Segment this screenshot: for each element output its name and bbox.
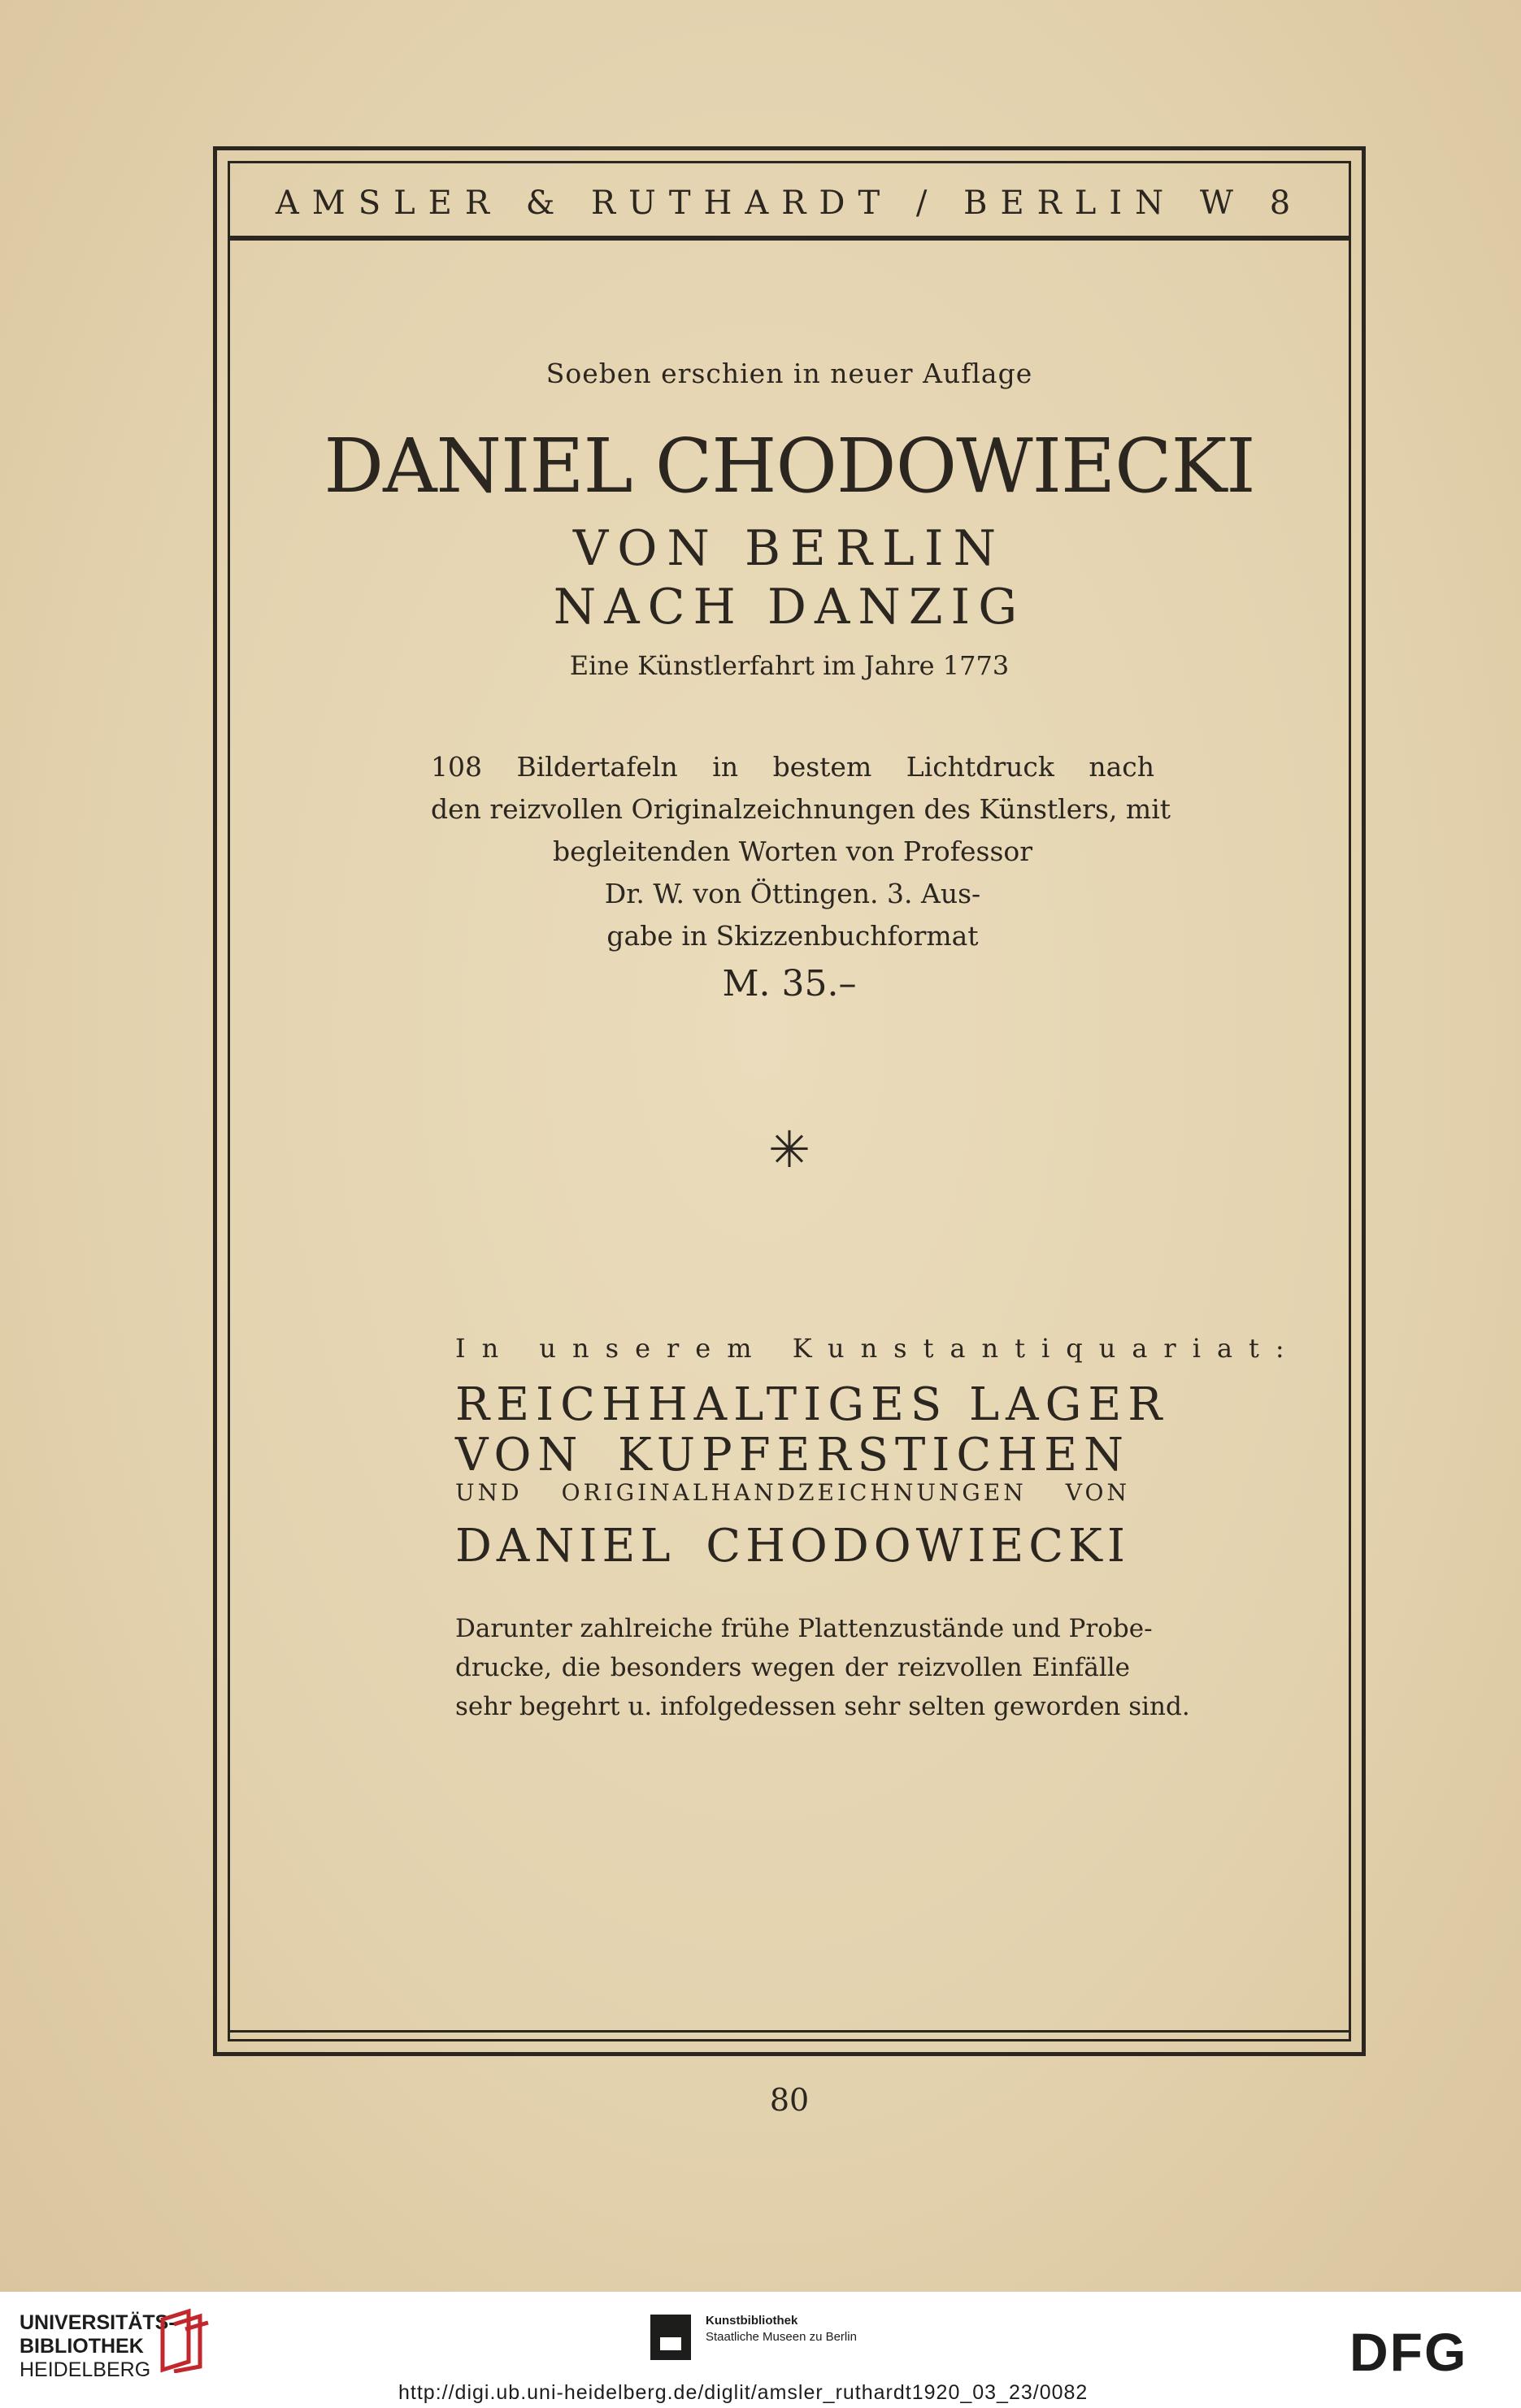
kb-line2: Staatliche Museen zu Berlin	[706, 2330, 857, 2344]
ub-heidelberg-logo	[20, 2311, 176, 2382]
ad2-paragraph-line: Darunter zahlreiche frühe Plattenzustände und Probe-	[455, 1614, 1153, 1643]
header-rule	[228, 236, 1351, 241]
ad2-line4: DANIEL CHODOWIECKI	[455, 1520, 1130, 1573]
ad1-price: M. 35.–	[722, 963, 857, 1004]
kunstbibliothek-logo-icon	[650, 2315, 691, 2360]
ad1-description-line: 108 Bildertafeln in bestem Lichtdruck nach	[431, 751, 1154, 783]
ub-logo-line3: HEIDELBERG	[20, 2358, 151, 2381]
ad2-paragraph-line: drucke, die besonders wegen der reizvollen Einfälle	[455, 1653, 1130, 1682]
ad1-subtitle-line2: NACH DANZIG	[553, 579, 1026, 636]
ad1-intro: Soeben erschien in neuer Auflage	[545, 358, 1033, 389]
ub-book-icon	[156, 2308, 213, 2373]
ad1-description-line: Dr. W. von Öttingen. 3. Aus-	[604, 878, 981, 909]
dfg-logo: DFG	[1349, 2322, 1468, 2382]
ad2-line2: VON KUPFERSTICHEN	[455, 1429, 1130, 1482]
source-url-link[interactable]: http://digi.ub.uni-heidelberg.de/diglit/amsler_ruthardt1920_03_23/0082	[398, 2381, 1089, 2404]
ad1-description-line: begleitenden Worten von Professor	[552, 835, 1033, 867]
ad1-title: DANIEL CHODOWIECKI	[324, 423, 1255, 510]
page-number: 80	[769, 2082, 810, 2118]
ad1-description-line: den reizvollen Originalzeichnungen des Künstlers, mit	[431, 793, 1171, 825]
asterisk-ornament-icon: ✳	[768, 1120, 810, 1179]
kb-line1: Kunstbibliothek	[706, 2314, 798, 2328]
footer-rule	[228, 2030, 1351, 2033]
ad1-description	[431, 746, 1171, 957]
digitization-footer	[0, 2292, 1521, 2408]
ad1-tagline: Eine Künstlerfahrt im Jahre 1773	[569, 650, 1010, 681]
ad2-block	[455, 1333, 1301, 1726]
ad1-description-line: gabe in Skizzenbuchformat	[606, 920, 979, 952]
publisher-header: AMSLER & RUTHARDT / BERLIN W 8	[275, 184, 1304, 222]
ad1-subtitle-line1: VON BERLIN	[572, 520, 1006, 577]
ad2-line1: REICHHALTIGES LAGER	[455, 1378, 1169, 1431]
kunstbibliothek-text	[706, 2313, 857, 2345]
ub-logo-line1: UNIVERSITÄTS-	[20, 2311, 176, 2334]
ad2-intro: In unserem Kunstantiquariat:	[455, 1333, 1301, 1364]
ub-logo-line2: BIBLIOTHEK	[20, 2335, 144, 2358]
ad2-paragraph-line: sehr begehrt u. infolgedessen sehr selten geworden sind.	[455, 1692, 1190, 1721]
ad2-line3: UND ORIGINALHANDZEICHNUNGEN VON	[455, 1479, 1130, 1506]
